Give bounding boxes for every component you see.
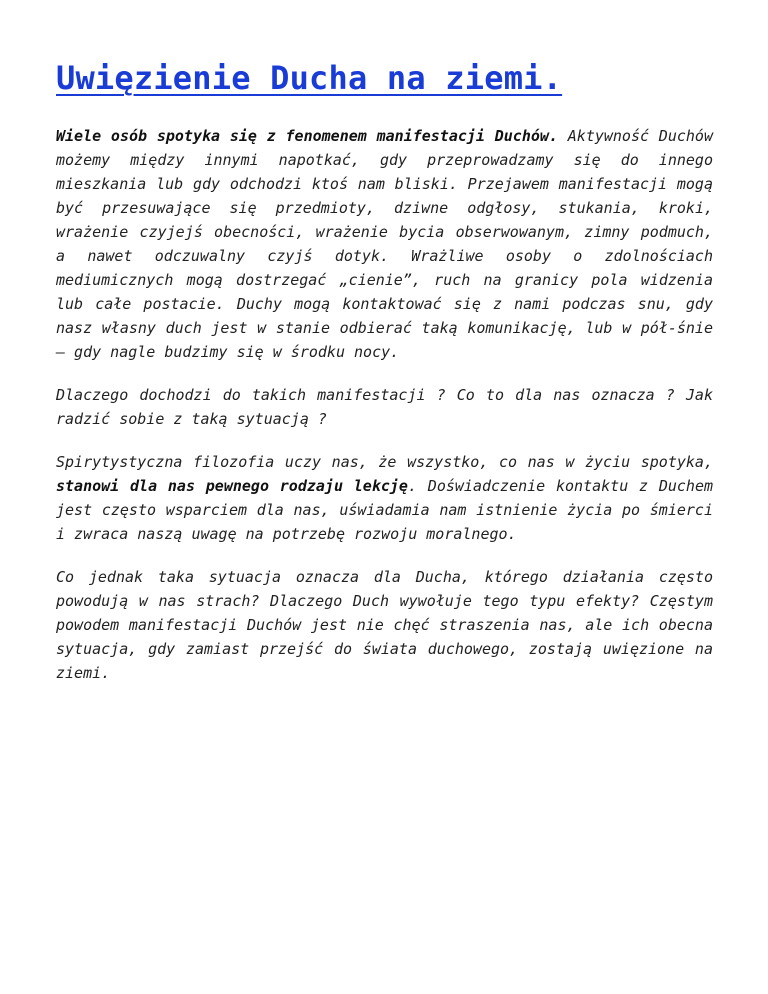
intro-lead-bold: Wiele osób spotyka się z fenomenem manifestacji Duchów. (56, 127, 558, 145)
paragraph-intro (56, 124, 713, 364)
philosophy-text-before: Spirytystyczna filozofia uczy nas, że wszystko, co nas w życiu spotyka, (56, 453, 713, 471)
philosophy-emphasis-bold: stanowi dla nas pewnego rodzaju lekcję (56, 477, 408, 495)
article-title-link[interactable]: Uwięzienie Ducha na ziemi. (56, 59, 563, 97)
paragraph-philosophy (56, 450, 713, 546)
article (56, 52, 713, 704)
paragraph-questions: Dlaczego dochodzi do takich manifestacji ? Co to dla nas oznacza ? Jak radzić sobie z taką sytuacją ? (56, 386, 713, 428)
paragraph-spirit-situation: Co jednak taka sytuacja oznacza dla Ducha, którego działania często powodują w nas strach? Dlaczego Duch wywołuje tego typu efekty? Częstym powodem manifestacji Duchów jest nie chęć straszenia nas, ale ich obecna sytuacja, gdy zamiast przejść do świata duchowego, zostają uwięzione na ziemi. (56, 568, 713, 682)
philosophy-text-after: . Doświadczenie kontaktu z Duchem jest często wsparciem dla nas, uświadamia nam istnienie życia po śmierci i zwraca naszą uwagę na potrzebę rozwoju moralnego. (56, 477, 714, 543)
intro-body-text: Aktywność Duchów możemy między innymi napotkać, gdy przeprowadzamy się do innego mieszkania lub gdy odchodzi ktoś nam bliski. Przejawem manifestacji mogą być przesuwające się przedmioty, dziwne odgłosy, stukania, kroki, wrażenie czyjejś obecności, wrażenie bycia obserwowanym, zimny podmuch, a nawet odczuwalny czyjś dotyk. Wrażliwe osoby o zdolnościach mediumicznych mogą dostrzegać „cienie”, ruch na granicy pola widzenia lub całe postacie. Duchy mogą kontaktować się z nami podczas snu, gdy nasz własny duch jest w stanie odbierać taką komunikację, lub w pół-śnie – gdy nagle budzimy się w środku nocy. (56, 127, 713, 361)
